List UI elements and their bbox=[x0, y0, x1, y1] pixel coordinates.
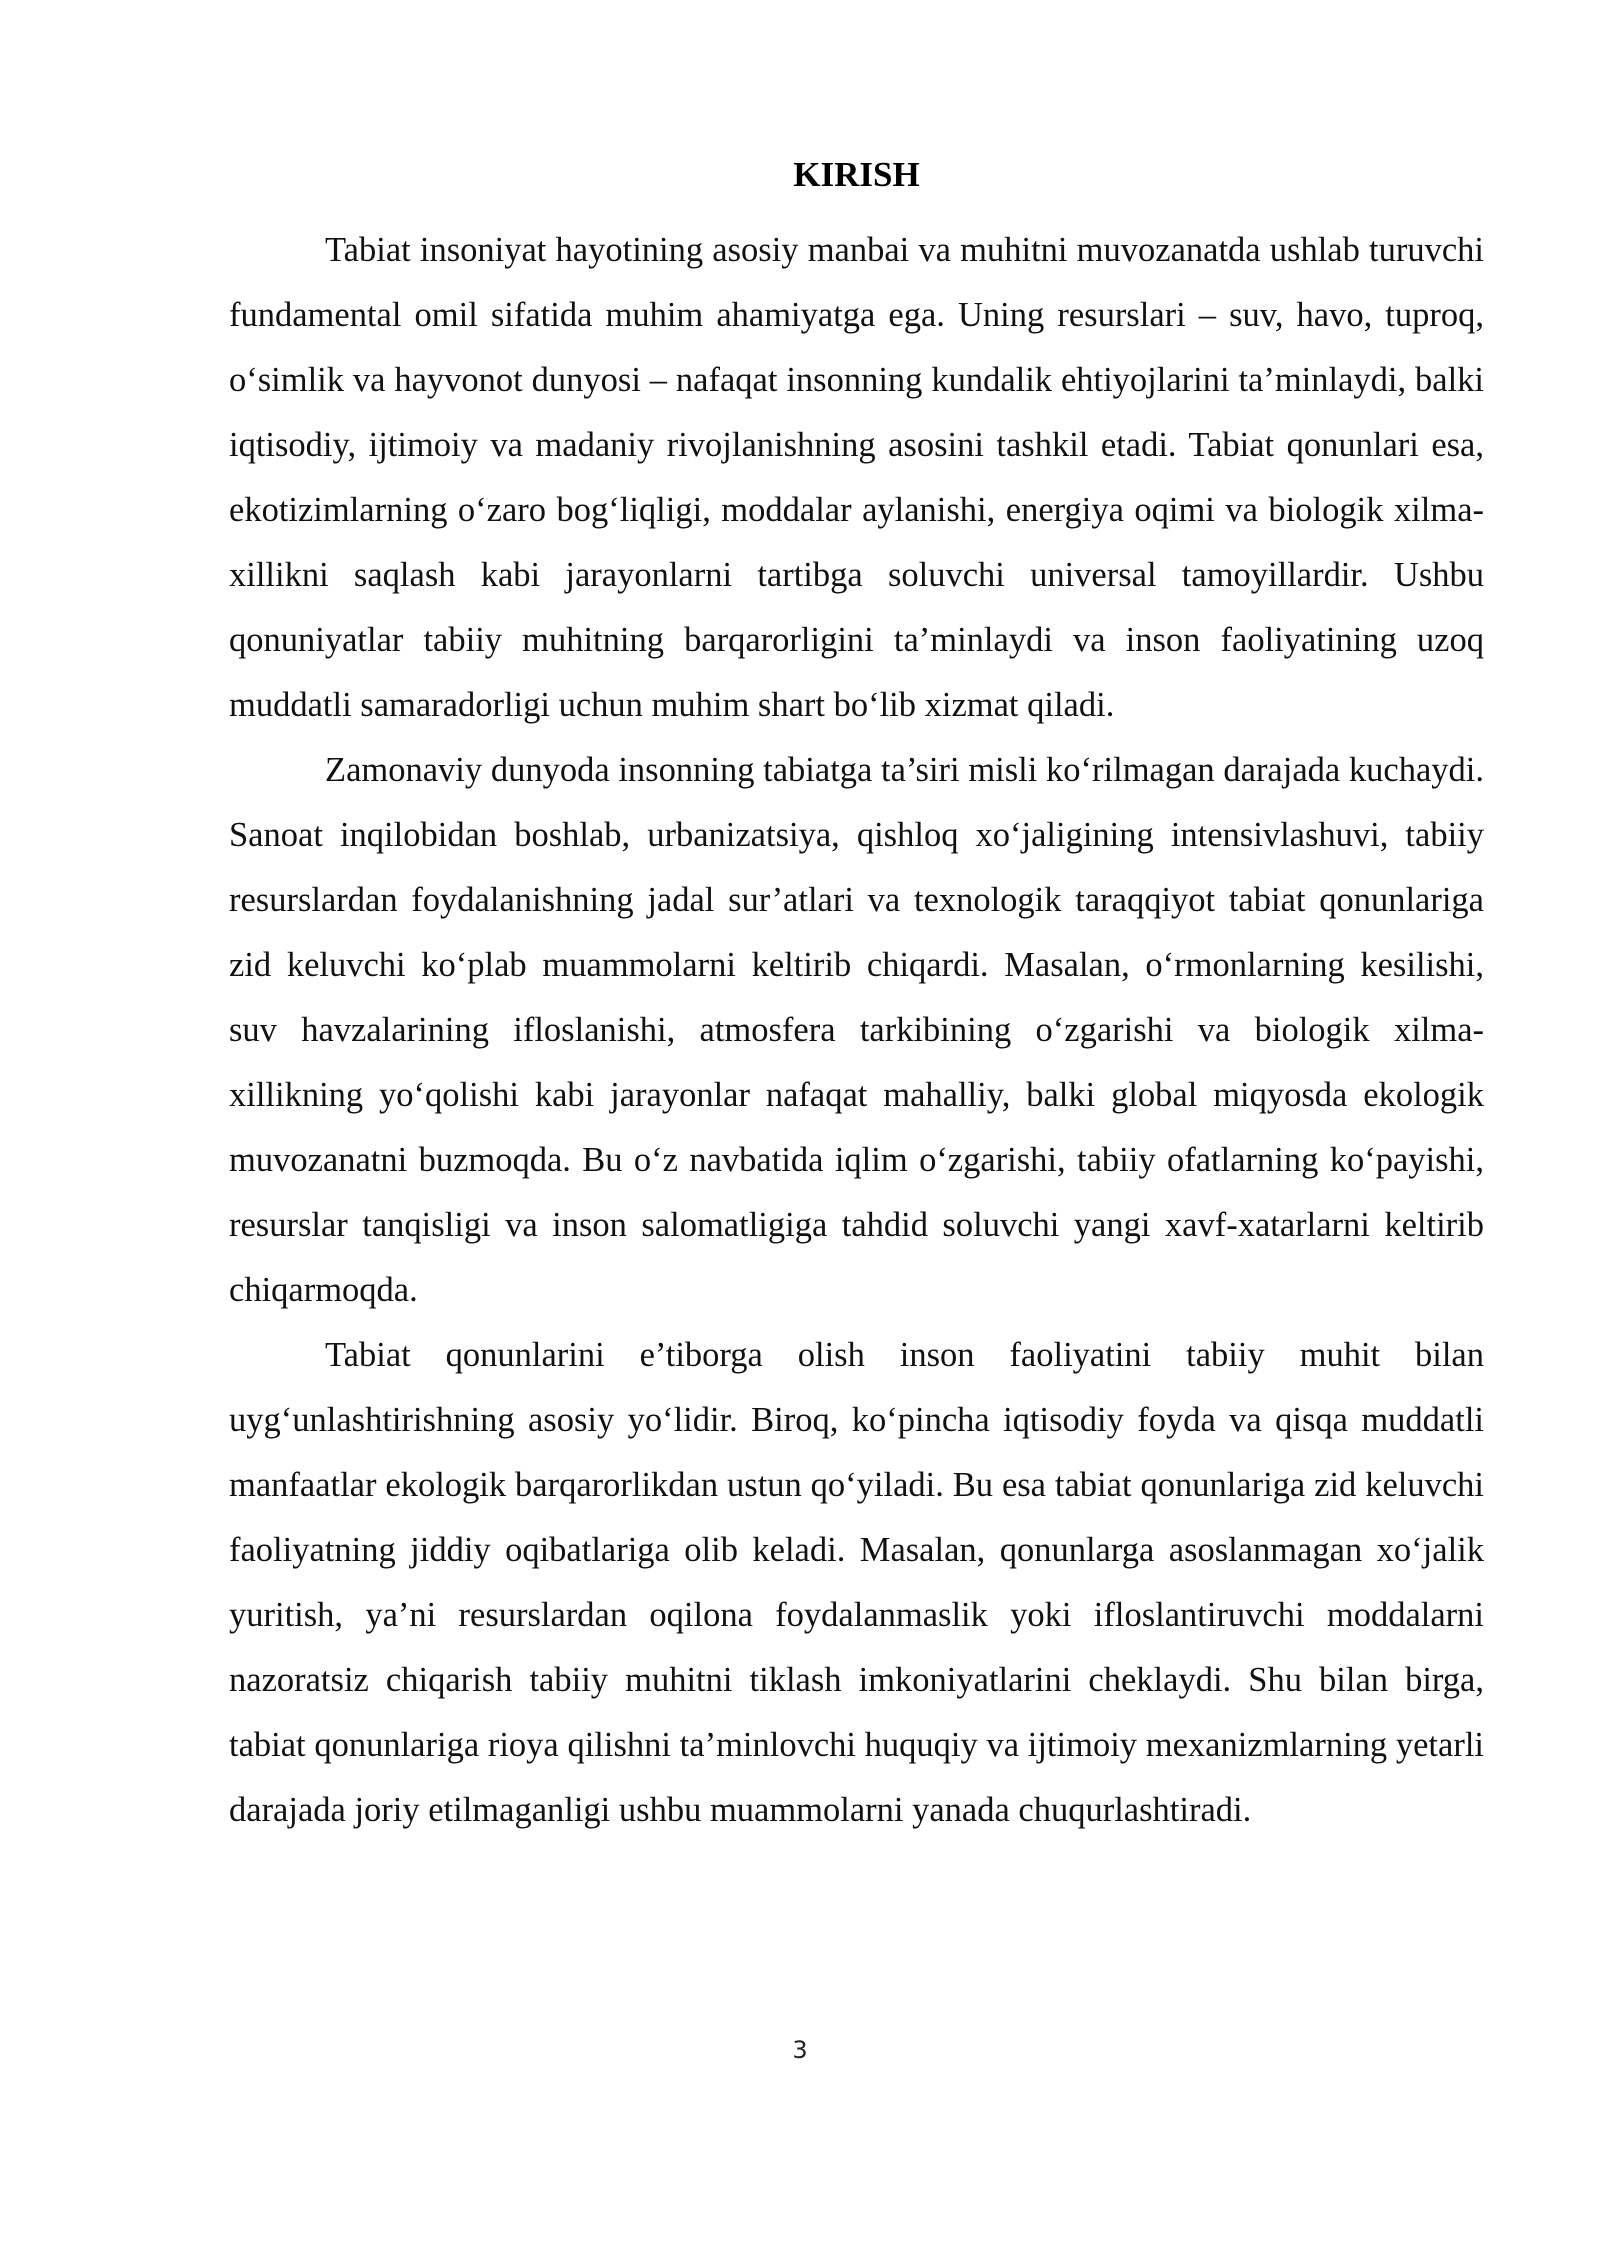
paragraph-2: Zamonaviy dunyoda insonning tabiatga ta’siri misli ko‘rilmagan darajada kuchaydi. Sanoat inqilobidan boshlab, urbanizatsiya, qishloq xo‘jaligining intensivlashuvi, tabiiy resurslardan foydalanishning jadal sur’atlari va texnologik taraqqiyot tabiat qonunlariga zid keluvchi ko‘plab muammolarni keltirib chiqardi. Masalan, o‘rmonlarning kesilishi, suv havzalarining ifloslanishi, atmosfera tarkibining o‘zgarishi va biologik xilma-xillikning yo‘qolishi kabi jarayonlar nafaqat mahalliy, balki global miqyosda ekologik muvozanatni buzmoqda. Bu o‘z navbatida iqlim o‘zgarishi, tabiiy ofatlarning ko‘payishi, resurslar tanqisligi va inson salomatligiga tahdid soluvchi yangi xavf-xatarlarni keltirib chiqarmoqda. bbox=[229, 751, 1484, 1309]
page-number: 3 bbox=[792, 2036, 808, 2064]
paragraph-3: Tabiat qonunlarini e’tiborga olish inson faoliyatini tabiiy muhit bilan uyg‘unlashtirishning asosiy yo‘lidir. Biroq, ko‘pincha iqtisodiy foyda va qisqa muddatli manfaatlar ekologik barqarorlikdan ustun qo‘yiladi. Bu esa tabiat qonunlariga zid keluvchi faoliyatning jiddiy oqibatlariga olib keladi. Masalan, qonunlarga asoslanmagan xo‘jalik yuritish, ya’ni resurslardan oqilona foydalanmaslik yoki ifloslantiruvchi moddalarni nazoratsiz chiqarish tabiiy muhitni tiklash imkoniyatlarini cheklaydi. Shu bilan birga, tabiat qonunlariga rioya qilishni ta’minlovchi huquqiy va ijtimoiy mexanizmlarning yetarli darajada joriy etilmaganligi ushbu muammolarni yanada chuqurlashtiradi. bbox=[229, 1336, 1484, 1829]
paragraph-1: Tabiat insoniyat hayotining asosiy manbai va muhitni muvozanatda ushlab turuvchi fundamental omil sifatida muhim ahamiyatga ega. Uning resurslari – suv, havo, tuproq, o‘simlik va hayvonot dunyosi – nafaqat insonning kundalik ehtiyojlarini ta’minlaydi, balki iqtisodiy, ijtimoiy va madaniy rivojlanishning asosini tashkil etadi. Tabiat qonunlari esa, ekotizimlarning o‘zaro bog‘liqligi, moddalar aylanishi, energiya oqimi va biologik xilma-xillikni saqlash kabi jarayonlarni tartibga soluvchi universal tamoyillardir. Ushbu qonuniyatlar tabiiy muhitning barqarorligini ta’minlaydi va inson faoliyatining uzoq muddatli samaradorligi uchun muhim shart bo‘lib xizmat qiladi. bbox=[229, 231, 1484, 724]
section-heading: KIRISH bbox=[793, 155, 920, 194]
body-text bbox=[229, 218, 1484, 1843]
